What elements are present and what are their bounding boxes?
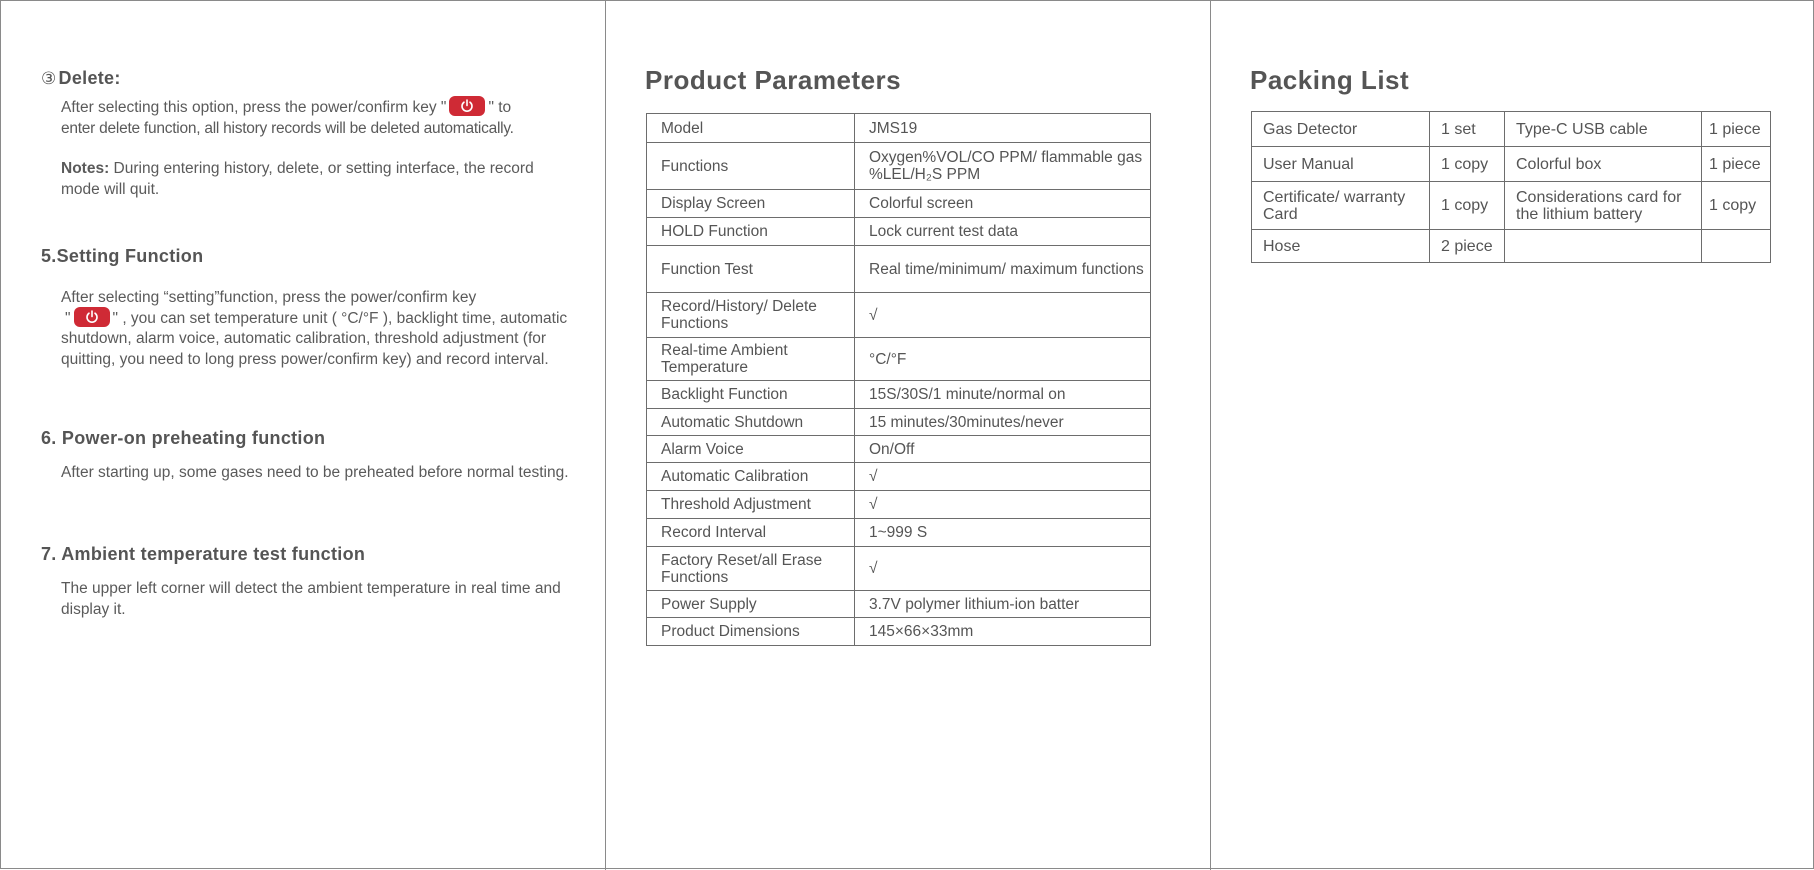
notes-label: Notes: — [61, 160, 110, 177]
param-value: On/Off — [855, 436, 1151, 463]
param-value: 15S/30S/1 minute/normal on — [855, 381, 1151, 409]
param-value: 145×66×33mm — [855, 618, 1151, 646]
delete-number: ③ — [41, 69, 57, 88]
parameters-table — [646, 113, 1151, 646]
ambient-paragraph: The upper left corner will detect the ambient temperature in real time and display it. — [61, 580, 561, 618]
param-key: Automatic Shutdown — [647, 409, 855, 436]
param-key: Product Dimensions — [647, 618, 855, 646]
param-key: Power Supply — [647, 591, 855, 618]
param-value: 3.7V polymer lithium-ion batter — [855, 591, 1151, 618]
table-row — [647, 436, 1151, 463]
item-name: Type-C USB cable — [1505, 112, 1702, 147]
param-value: 15 minutes/30minutes/never — [855, 409, 1151, 436]
table-row — [647, 381, 1151, 409]
parameters-column — [606, 1, 1209, 870]
param-value: Lock current test data — [855, 218, 1151, 246]
param-key: HOLD Function — [647, 218, 855, 246]
setting-paragraph — [61, 288, 581, 370]
power-key-icon — [449, 96, 485, 116]
table-row — [647, 618, 1151, 646]
table-row — [647, 463, 1151, 491]
item-qty: 1 copy — [1430, 182, 1505, 230]
packing-column — [1211, 1, 1814, 870]
param-value: JMS19 — [855, 114, 1151, 143]
item-qty: 1 piece — [1702, 112, 1771, 147]
table-row — [647, 547, 1151, 591]
item-name: Hose — [1252, 230, 1430, 263]
param-key: Real-time Ambient Temperature — [647, 338, 855, 381]
param-key: Alarm Voice — [647, 436, 855, 463]
param-value: √ — [855, 491, 1151, 519]
param-key: Model — [647, 114, 855, 143]
table-row — [647, 338, 1151, 381]
packing-title: Packing List — [1250, 65, 1410, 95]
delete-text-b: " to — [488, 99, 512, 117]
item-name: Gas Detector — [1252, 112, 1430, 147]
item-qty: 1 copy — [1430, 147, 1505, 182]
ambient-heading: 7. Ambient temperature test function — [41, 544, 366, 564]
setting-text-a: After selecting “setting”function, press the power/confirm key — [61, 289, 477, 306]
param-value: 1~999 S — [855, 519, 1151, 547]
table-row — [1252, 147, 1771, 182]
item-qty: 1 copy — [1702, 182, 1771, 230]
param-key: Threshold Adjustment — [647, 491, 855, 519]
param-key: Display Screen — [647, 190, 855, 218]
param-value: Real time/minimum/ maximum functions — [855, 246, 1151, 293]
table-row — [647, 519, 1151, 547]
table-row — [647, 246, 1151, 293]
table-row — [647, 114, 1151, 143]
item-qty: 1 piece — [1702, 147, 1771, 182]
table-row — [647, 218, 1151, 246]
preheat-paragraph: After starting up, some gases need to be preheated before normal testing. — [61, 464, 569, 481]
preheat-heading: 6. Power-on preheating function — [41, 428, 326, 448]
param-key: Function Test — [647, 246, 855, 293]
item-name: Certificate/ warranty Card — [1252, 182, 1430, 230]
setting-heading: 5.Setting Function — [41, 246, 204, 266]
setting-text-b: " — [65, 309, 71, 327]
table-row — [1252, 230, 1771, 263]
table-row — [1252, 182, 1771, 230]
param-value: √ — [855, 293, 1151, 338]
table-row — [647, 190, 1151, 218]
param-key: Backlight Function — [647, 381, 855, 409]
delete-title: Delete: — [58, 68, 121, 88]
param-key: Factory Reset/all Erase Functions — [647, 547, 855, 591]
table-row — [647, 143, 1151, 190]
item-qty: 2 piece — [1430, 230, 1505, 263]
setting-text-c: " , you can set temperature unit ( °C/°F ), backlight time, automatic shutdown, alarm voice, automatic calibration, threshold adjustment (for quitting, you need to long press power/confirm key) and record interval. — [61, 309, 568, 368]
item-name: User Manual — [1252, 147, 1430, 182]
power-key-icon — [74, 307, 110, 327]
param-key: Functions — [647, 143, 855, 190]
table-row — [647, 293, 1151, 338]
param-key: Automatic Calibration — [647, 463, 855, 491]
table-row — [647, 591, 1151, 618]
param-value: √ — [855, 547, 1151, 591]
item-name: Colorful box — [1505, 147, 1702, 182]
notes-paragraph — [61, 159, 571, 200]
param-value: °C/°F — [855, 338, 1151, 381]
notes-text: During entering history, delete, or setting interface, the record mode will quit. — [61, 160, 534, 198]
delete-text-a: After selecting this option, press the power/confirm key " — [61, 99, 447, 117]
item-qty — [1702, 230, 1771, 263]
item-name: Considerations card for the lithium battery — [1505, 182, 1702, 230]
param-value: Oxygen%VOL/CO PPM/ flammable gas %LEL/H₂S PPM — [855, 143, 1151, 190]
delete-text-c: enter delete function, all history records will be deleted automatically. — [61, 119, 514, 137]
instructions-column — [1, 1, 604, 870]
item-qty: 1 set — [1430, 112, 1505, 147]
packing-table — [1251, 111, 1771, 263]
delete-paragraph — [61, 98, 581, 139]
table-row — [647, 409, 1151, 436]
param-value: Colorful screen — [855, 190, 1151, 218]
param-key: Record/History/ Delete Functions — [647, 293, 855, 338]
param-value: √ — [855, 463, 1151, 491]
table-row — [647, 491, 1151, 519]
table-row — [1252, 112, 1771, 147]
parameters-title: Product Parameters — [645, 65, 902, 95]
item-name — [1505, 230, 1702, 263]
delete-heading — [41, 68, 121, 89]
param-key: Record Interval — [647, 519, 855, 547]
